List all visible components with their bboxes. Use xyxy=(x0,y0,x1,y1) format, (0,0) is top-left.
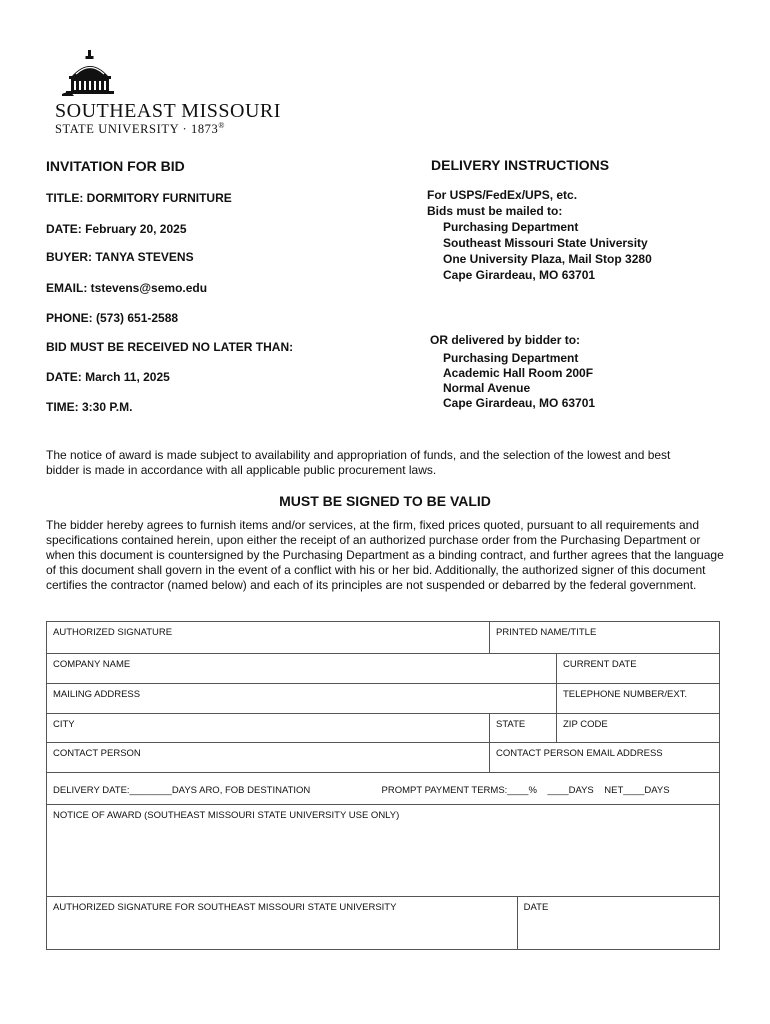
buyer-phone: PHONE: (573) 651-2588 xyxy=(46,311,179,325)
state-label: STATE xyxy=(496,719,526,730)
authorized-signature-field[interactable] xyxy=(47,622,490,654)
deadline-label: BID MUST BE RECEIVED NO LATER THAN: xyxy=(46,340,294,354)
brand-subtitle: STATE UNIVERSITY · 1873® xyxy=(55,121,226,137)
bidder-intro: OR delivered by bidder to: xyxy=(430,333,581,347)
buyer-email: EMAIL: tstevens@semo.edu xyxy=(46,281,208,295)
current-date-label: CURRENT DATE xyxy=(563,659,637,670)
current-date-field[interactable] xyxy=(557,654,720,684)
company-name-label: COMPANY NAME xyxy=(53,659,131,670)
notice-paragraph: The notice of award is made subject to availability and appropriation of funds, and the selection of the lowest and best bidder is made in accordance with all applicable public procurement laws. xyxy=(46,448,671,477)
bidder-address xyxy=(443,351,595,411)
telephone-label: TELEPHONE NUMBER/EXT. xyxy=(563,689,688,700)
bidder-line: Purchasing Department xyxy=(443,351,579,365)
company-name-field[interactable] xyxy=(47,654,557,684)
delivery-date-label: DELIVERY DATE:________DAYS ARO, FOB DESTINATION xyxy=(53,785,311,796)
deadline-date: DATE: March 11, 2025 xyxy=(46,370,170,384)
academic-hall-dome-icon xyxy=(60,50,120,98)
mail-line: One University Plaza, Mail Stop 3280 xyxy=(443,252,652,266)
zip-label: ZIP CODE xyxy=(563,719,608,730)
authorized-signature-label: AUTHORIZED SIGNATURE xyxy=(53,627,173,638)
mail-line: Purchasing Department xyxy=(443,220,579,234)
notice-of-award-field[interactable] xyxy=(47,805,720,897)
printed-name-label: PRINTED NAME/TITLE xyxy=(496,627,597,638)
mail-intro: For USPS/FedEx/UPS, etc. xyxy=(427,188,578,202)
contact-person-label: CONTACT PERSON xyxy=(53,748,141,759)
bidder-line: Academic Hall Room 200F xyxy=(443,366,594,380)
mail-sub: Bids must be mailed to: xyxy=(427,204,563,218)
mailing-address-label: MAILING ADDRESS xyxy=(53,689,141,700)
city-field[interactable] xyxy=(47,714,490,743)
state-field[interactable] xyxy=(490,714,557,743)
city-label: CITY xyxy=(53,719,75,730)
delivery-heading: DELIVERY INSTRUCTIONS xyxy=(431,157,610,173)
semo-date-field[interactable] xyxy=(517,897,719,950)
delivery-terms-row[interactable] xyxy=(47,773,720,805)
contact-person-field[interactable] xyxy=(47,743,490,773)
printed-name-field[interactable] xyxy=(490,622,720,654)
telephone-field[interactable] xyxy=(557,684,720,714)
mail-line: Cape Girardeau, MO 63701 xyxy=(443,268,596,282)
contact-email-field[interactable] xyxy=(490,743,720,773)
notice-of-award-label: NOTICE OF AWARD (SOUTHEAST MISSOURI STATE UNIVERSITY USE ONLY) xyxy=(53,810,400,821)
bidder-line: Normal Avenue xyxy=(443,381,531,395)
mailing-address-field[interactable] xyxy=(47,684,557,714)
zip-field[interactable] xyxy=(557,714,720,743)
bid-title: TITLE: DORMITORY FURNITURE xyxy=(46,191,232,205)
mail-line: Southeast Missouri State University xyxy=(443,236,648,250)
deadline-time: TIME: 3:30 P.M. xyxy=(46,400,133,414)
semo-signature-field[interactable] xyxy=(47,897,518,950)
brand-name: SOUTHEAST MISSOURI xyxy=(55,100,281,122)
payment-terms-label: PROMPT PAYMENT TERMS:____% ____DAYS NET____DAYS xyxy=(381,785,670,796)
mail-address xyxy=(443,219,652,283)
semo-date-label: DATE xyxy=(523,902,549,913)
agreement-paragraph: The bidder hereby agrees to furnish items and/or services, at the firm, fixed prices quoted, pursuant to all requirements and specifications contained herein, upon either the receipt of an authorized purchase order from the Purchasing Department or when this document is countersigned by the Purchasing Department as a binding contract, and further agrees that the language of this document shall govern in the event of a conflict with his or her bid. Additionally, the authorized signer of this document certifies the contractor (named below) and each of its principles are not suspended or debarred by the federal government. xyxy=(46,518,724,592)
bidder-line: Cape Girardeau, MO 63701 xyxy=(443,396,596,410)
semo-signature-label: AUTHORIZED SIGNATURE FOR SOUTHEAST MISSOURI STATE UNIVERSITY xyxy=(53,902,397,913)
invitation-heading: INVITATION FOR BID xyxy=(46,158,185,174)
buyer: BUYER: TANYA STEVENS xyxy=(46,250,194,264)
contact-email-label: CONTACT PERSON EMAIL ADDRESS xyxy=(496,748,663,759)
signed-heading: MUST BE SIGNED TO BE VALID xyxy=(279,493,491,509)
bid-date: DATE: February 20, 2025 xyxy=(46,222,187,236)
bid-signature-form xyxy=(46,621,720,950)
